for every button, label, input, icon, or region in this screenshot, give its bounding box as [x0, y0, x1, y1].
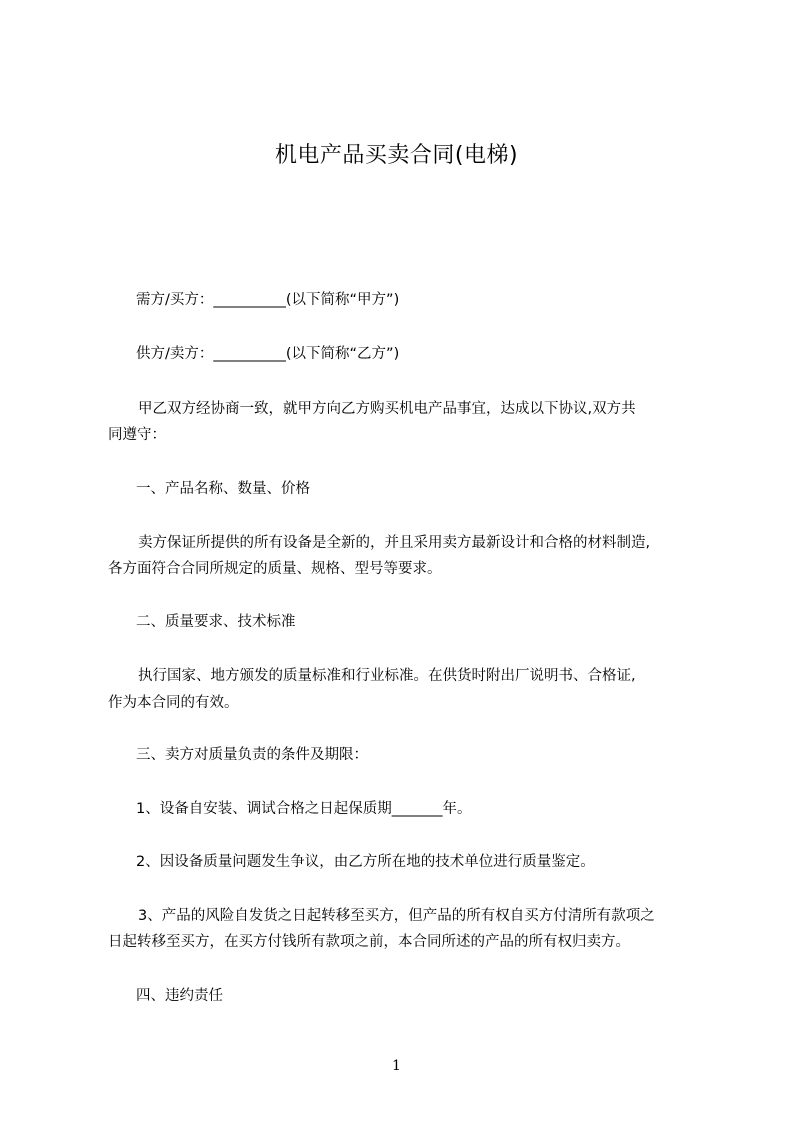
- section-2-paragraph-line-2: 作为本合同的有效。: [108, 695, 239, 711]
- section-3-item-3-line-2: 日起转移至买方，在买方付钱所有款项之前，本合同所述的产品的所有权归卖方。: [108, 934, 630, 950]
- section-1-paragraph-line-2: 各方面符合合同所规定的质量、规格、型号等要求。: [108, 561, 442, 577]
- section-3-heading: 三、卖方对质量负责的条件及期限：: [136, 747, 368, 763]
- section-1-heading: 一、产品名称、数量、价格: [136, 481, 310, 497]
- section-1-paragraph-line-1: 卖方保证所提供的所有设备是全新的，并且采用卖方最新设计和合格的材料制造,: [138, 535, 651, 551]
- section-3-item-3-line-1: 3、产品的风险自发货之日起转移至买方，但产品的所有权自买方付清所有款项之: [138, 908, 655, 924]
- seller-line: 供方/卖方：__________(以下简称“乙方”): [136, 346, 400, 362]
- section-2-heading: 二、质量要求、技术标准: [136, 614, 296, 630]
- section-2-paragraph-line-1: 执行国家、地方颁发的质量标准和行业标准。在供货时附出厂说明书、合格证,: [138, 668, 636, 684]
- intro-paragraph-line-2: 同遵守：: [108, 427, 166, 443]
- section-3-item-1: 1、设备自安装、调试合格之日起保质期_______年。: [136, 801, 472, 817]
- document-title: 机电产品买卖合同(电梯): [274, 143, 519, 168]
- section-4-heading: 四、违约责任: [136, 988, 223, 1004]
- intro-paragraph-line-1: 甲乙双方经协商一致，就甲方向乙方购买机电产品事宜，达成以下协议,双方共: [138, 401, 636, 417]
- buyer-line: 需方/买方：__________(以下简称“甲方”): [136, 292, 400, 308]
- section-3-item-2: 2、因设备质量问题发生争议，由乙方所在地的技术单位进行质量鉴定。: [136, 854, 595, 870]
- page-number: 1: [392, 1058, 401, 1074]
